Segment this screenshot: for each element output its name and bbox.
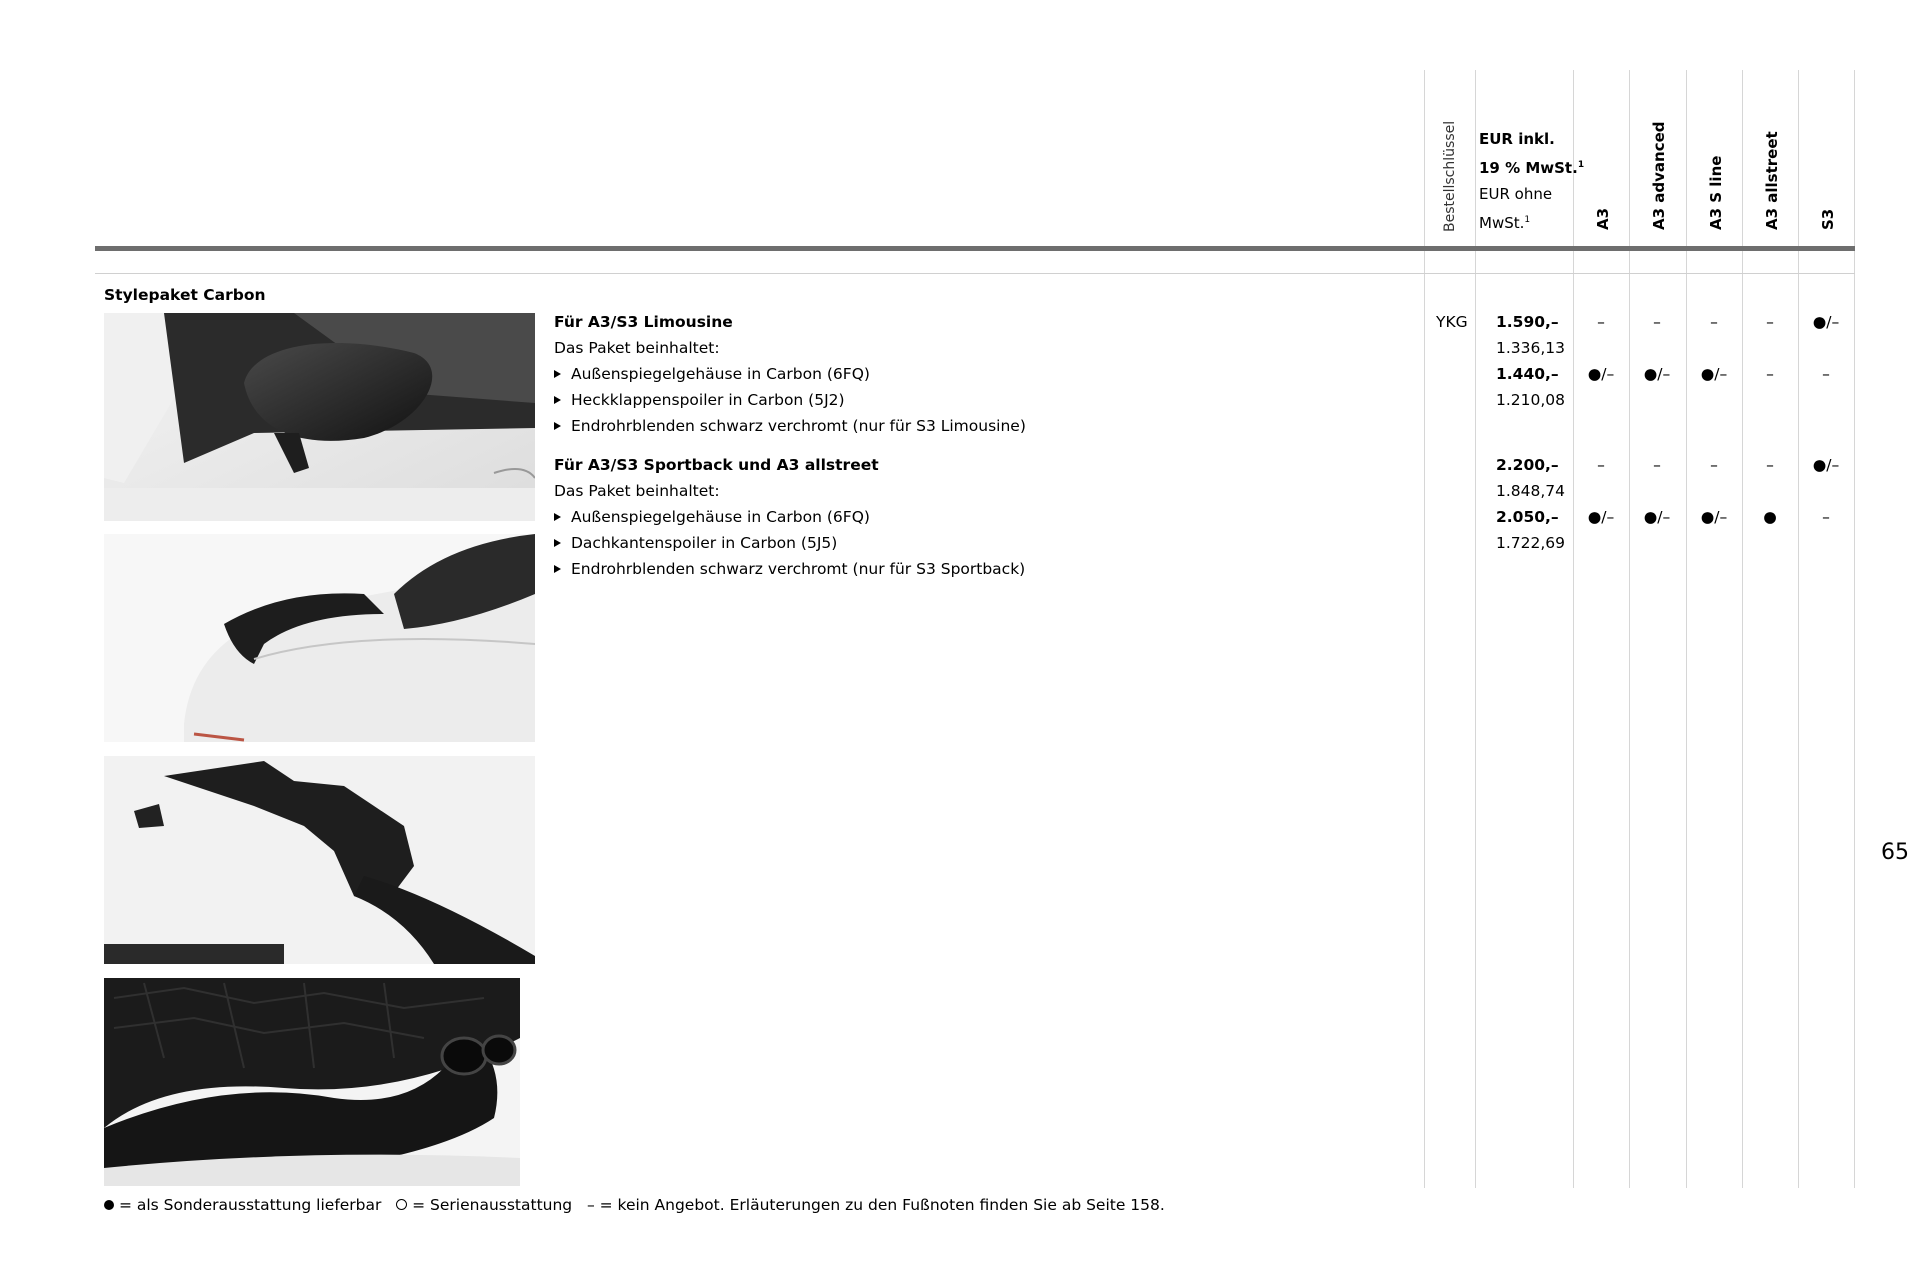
footer-legend: [104, 1196, 1165, 1214]
availability-mark: ●/–: [1643, 365, 1671, 383]
availability-mark: ●/–: [1812, 456, 1840, 474]
bullet-icon: [554, 422, 561, 430]
availability-mark: –: [1653, 313, 1661, 331]
order-key-label: Bestellschlüssel: [1442, 120, 1458, 232]
availability-mark: –: [1822, 365, 1830, 383]
availability-mark: ●/–: [1700, 508, 1728, 526]
mirror-carbon-photo: [104, 313, 535, 521]
header-model-a3-advanced: [1630, 70, 1686, 240]
page-number: 65: [1881, 840, 1909, 865]
list-item: Endrohrblenden schwarz verchromt (nur für S3 Limousine): [554, 416, 1026, 436]
price-excl-label-2: MwSt.$^1$: [1479, 214, 1531, 232]
list-item: Heckklappenspoiler in Carbon (5J2): [554, 390, 845, 410]
model-label: A3 advanced: [1650, 121, 1668, 230]
price-incl: 1.440,–: [1496, 365, 1559, 383]
header-model-a3: [1574, 70, 1629, 240]
legend-standard: = Serienausstattung: [412, 1196, 573, 1214]
header-order-key: [1425, 70, 1475, 240]
header-model-a3-s-line: [1687, 70, 1742, 240]
list-item: Dachkantenspoiler in Carbon (5J5): [554, 533, 837, 553]
availability-mark: ●/–: [1700, 365, 1728, 383]
availability-mark: –: [1822, 508, 1830, 526]
filled-dot-icon: [104, 1200, 114, 1210]
price-incl: 2.200,–: [1496, 456, 1559, 474]
price-incl: 2.050,–: [1496, 508, 1559, 526]
availability-mark: ●/–: [1812, 313, 1840, 331]
column-divider: [1854, 70, 1855, 1188]
bullet-icon: [554, 396, 561, 404]
list-item: Außenspiegelgehäuse in Carbon (6FQ): [554, 507, 870, 527]
availability-mark: –: [1597, 313, 1605, 331]
model-label: A3 S line: [1707, 155, 1725, 230]
header-model-s3: [1799, 70, 1854, 240]
open-circle-icon: [396, 1199, 407, 1210]
group-heading: Für A3/S3 Limousine: [554, 313, 733, 331]
price-incl-label-2: 19 % MwSt.$^1$: [1479, 159, 1585, 177]
section-rule: [95, 273, 1855, 274]
header-rule: [95, 246, 1855, 251]
header-model-a3-allstreet: [1743, 70, 1798, 240]
price-excl: 1.336,13: [1496, 339, 1566, 357]
bullet-icon: [554, 565, 561, 573]
price-excl: 1.210,08: [1496, 391, 1566, 409]
bullet-icon: [554, 539, 561, 547]
legend-none: – = kein Angebot. Erläuterungen zu den Fußnoten finden Sie ab Seite 158.: [586, 1196, 1165, 1214]
column-divider: [1475, 70, 1476, 1188]
list-item: Endrohrblenden schwarz verchromt (nur für S3 Sportback): [554, 559, 1025, 579]
availability-mark: ●/–: [1643, 508, 1671, 526]
model-label: A3: [1594, 207, 1612, 230]
order-key-value: YKG: [1436, 313, 1468, 331]
model-label: S3: [1819, 208, 1837, 230]
group-intro: Das Paket beinhaltet:: [554, 339, 720, 357]
bullet-icon: [554, 370, 561, 378]
availability-mark: –: [1766, 456, 1774, 474]
tailgate-spoiler-photo: [104, 534, 535, 742]
legend-optional: = als Sonderausstattung lieferbar: [118, 1196, 382, 1214]
group-intro: Das Paket beinhaltet:: [554, 482, 720, 500]
roof-spoiler-photo: [104, 756, 535, 964]
availability-mark: –: [1710, 313, 1718, 331]
header-price: [1479, 126, 1584, 236]
availability-mark: ●: [1763, 508, 1777, 526]
availability-mark: –: [1710, 456, 1718, 474]
availability-mark: ●/–: [1587, 365, 1615, 383]
availability-mark: –: [1766, 365, 1774, 383]
group-heading: Für A3/S3 Sportback und A3 allstreet: [554, 456, 879, 474]
price-excl: 1.722,69: [1496, 534, 1566, 552]
availability-mark: –: [1653, 456, 1661, 474]
section-title: Stylepaket Carbon: [104, 286, 266, 304]
price-excl: 1.848,74: [1496, 482, 1566, 500]
list-item: Außenspiegelgehäuse in Carbon (6FQ): [554, 364, 870, 384]
price-incl: 1.590,–: [1496, 313, 1559, 331]
price-incl-label-1: EUR inkl.: [1479, 130, 1555, 148]
model-label: A3 allstreet: [1763, 131, 1781, 230]
bullet-icon: [554, 513, 561, 521]
availability-mark: –: [1766, 313, 1774, 331]
availability-mark: ●/–: [1587, 508, 1615, 526]
price-excl-label-1: EUR ohne: [1479, 185, 1553, 203]
exhaust-tips-photo: [104, 978, 520, 1186]
availability-mark: –: [1597, 456, 1605, 474]
